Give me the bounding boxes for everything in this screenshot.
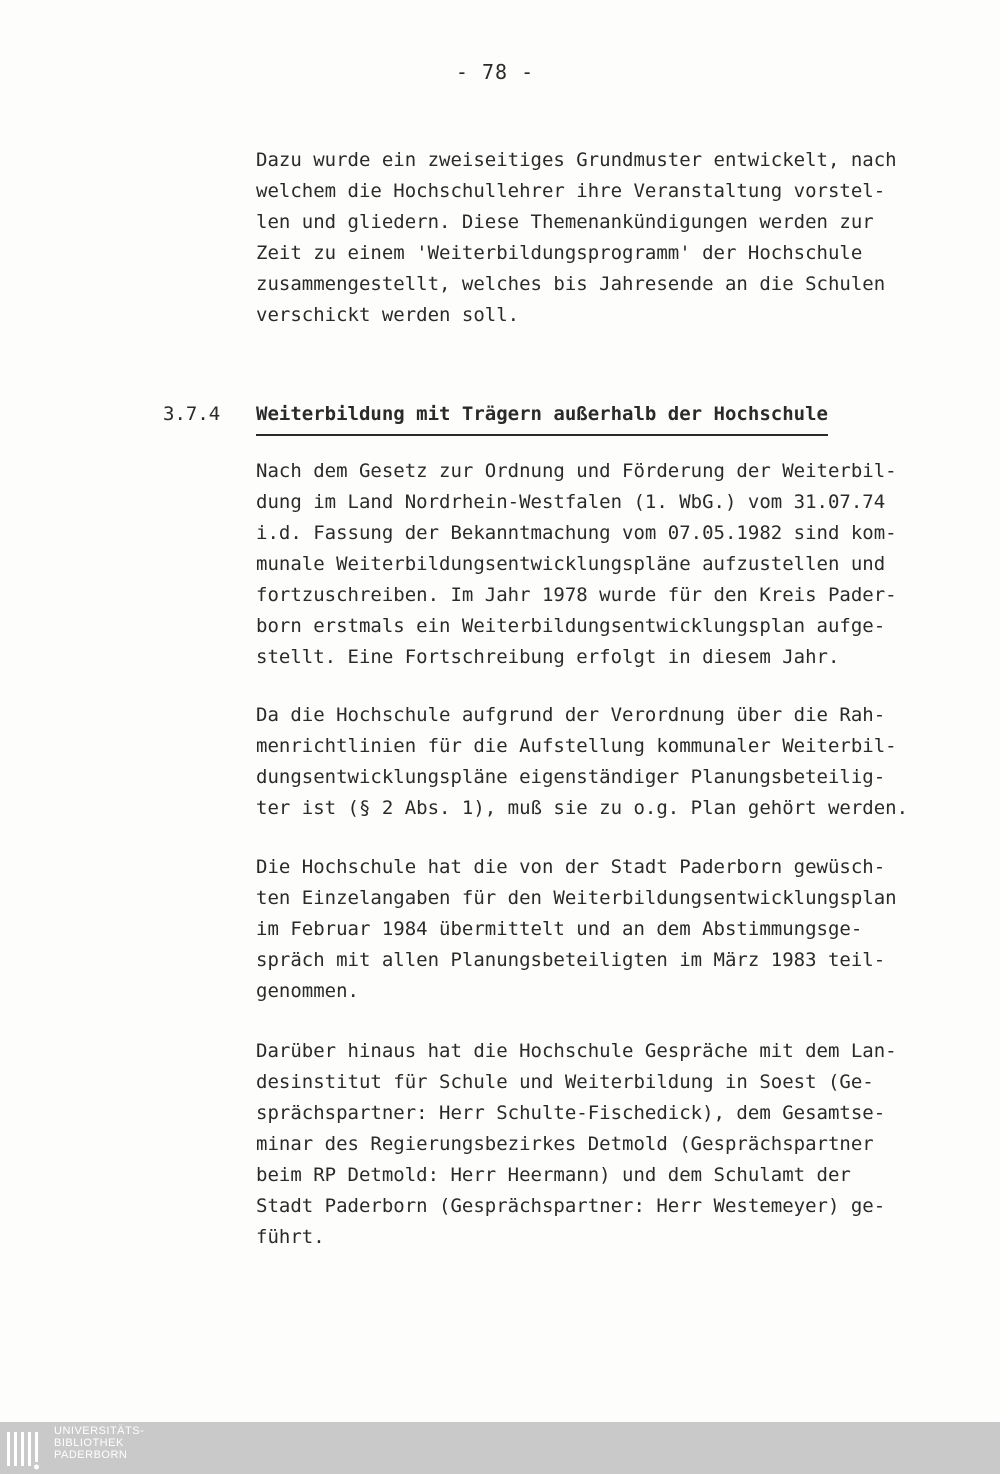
- section-number: 3.7.4: [163, 403, 221, 425]
- text-line: Nach dem Gesetz zur Ordnung und Förderung der Weiterbil-: [256, 460, 897, 482]
- text-line: Die Hochschule hat die von der Stadt Paderborn gewüsch-: [256, 856, 886, 878]
- paragraph-regulation: [256, 700, 909, 824]
- text-line: dung im Land Nordrhein-Westfalen (1. WbG.) vom 31.07.74: [256, 491, 886, 513]
- text-line: Stadt Paderborn (Gesprächspartner: Herr Westemeyer) ge-: [256, 1195, 886, 1217]
- text-line: Darüber hinaus hat die Hochschule Gespräche mit dem Lan-: [256, 1040, 897, 1062]
- text-line: len und gliedern. Diese Themenankündigungen werden zur: [256, 211, 874, 233]
- text-line: zusammengestellt, welches bis Jahresende an die Schulen: [256, 273, 886, 295]
- page-number: - 78 -: [455, 60, 535, 84]
- text-line: Zeit zu einem 'Weiterbildungsprogramm' der Hochschule: [256, 242, 863, 264]
- text-line: Dazu wurde ein zweiseitiges Grundmuster entwickelt, nach: [256, 149, 897, 171]
- text-line: Da die Hochschule aufgrund der Verordnung über die Rah-: [256, 704, 886, 726]
- text-line: welchem die Hochschullehrer ihre Veranstaltung vorstel-: [256, 180, 886, 202]
- library-name: [54, 1425, 144, 1461]
- text-line: spräch mit allen Planungsbeteiligten im März 1983 teil-: [256, 949, 886, 971]
- library-name-line: PADERBORN: [54, 1449, 128, 1461]
- text-line: im Februar 1984 übermittelt und an dem Abstimmungsge-: [256, 918, 863, 940]
- text-line: fortzuschreiben. Im Jahr 1978 wurde für den Kreis Pader-: [256, 584, 897, 606]
- section-heading: [163, 396, 863, 432]
- text-line: genommen.: [256, 980, 359, 1002]
- text-line: born erstmals ein Weiterbildungsentwicklungsplan aufge-: [256, 615, 886, 637]
- text-line: stellt. Eine Fortschreibung erfolgt in diesem Jahr.: [256, 646, 840, 668]
- text-line: munale Weiterbildungsentwicklungspläne aufzustellen und: [256, 553, 886, 575]
- library-footer: [0, 1422, 1000, 1474]
- paragraph-submission: [256, 852, 897, 1007]
- text-line: minar des Regierungsbezirkes Detmold (Gesprächspartner: [256, 1133, 874, 1155]
- text-line: führt.: [256, 1226, 325, 1248]
- paragraph-law: [256, 456, 897, 673]
- text-line: beim RP Detmold: Herr Heermann) und dem Schulamt der: [256, 1164, 851, 1186]
- section-title: Weiterbildung mit Trägern außerhalb der Hochschule: [256, 396, 828, 436]
- text-line: i.d. Fassung der Bekanntmachung vom 07.05.1982 sind kom-: [256, 522, 897, 544]
- text-line: dungsentwicklungspläne eigenständiger Planungsbeteilig-: [256, 766, 886, 788]
- text-line: verschickt werden soll.: [256, 304, 520, 326]
- library-logo-icon: [6, 1430, 46, 1470]
- text-line: sprächspartner: Herr Schulte-Fischedick), dem Gesamtse-: [256, 1102, 886, 1124]
- text-line: ter ist (§ 2 Abs. 1), muß sie zu o.g. Plan gehört werden.: [256, 797, 909, 819]
- library-name-line: BIBLIOTHEK: [54, 1437, 124, 1449]
- paragraph-intro: [256, 145, 897, 331]
- text-line: ten Einzelangaben für den Weiterbildungsentwicklungsplan: [256, 887, 897, 909]
- text-line: desinstitut für Schule und Weiterbildung in Soest (Ge-: [256, 1071, 874, 1093]
- paragraph-talks: [256, 1036, 897, 1253]
- text-line: menrichtlinien für die Aufstellung kommunaler Weiterbil-: [256, 735, 897, 757]
- library-name-line: UNIVERSITÄTS-: [54, 1425, 145, 1437]
